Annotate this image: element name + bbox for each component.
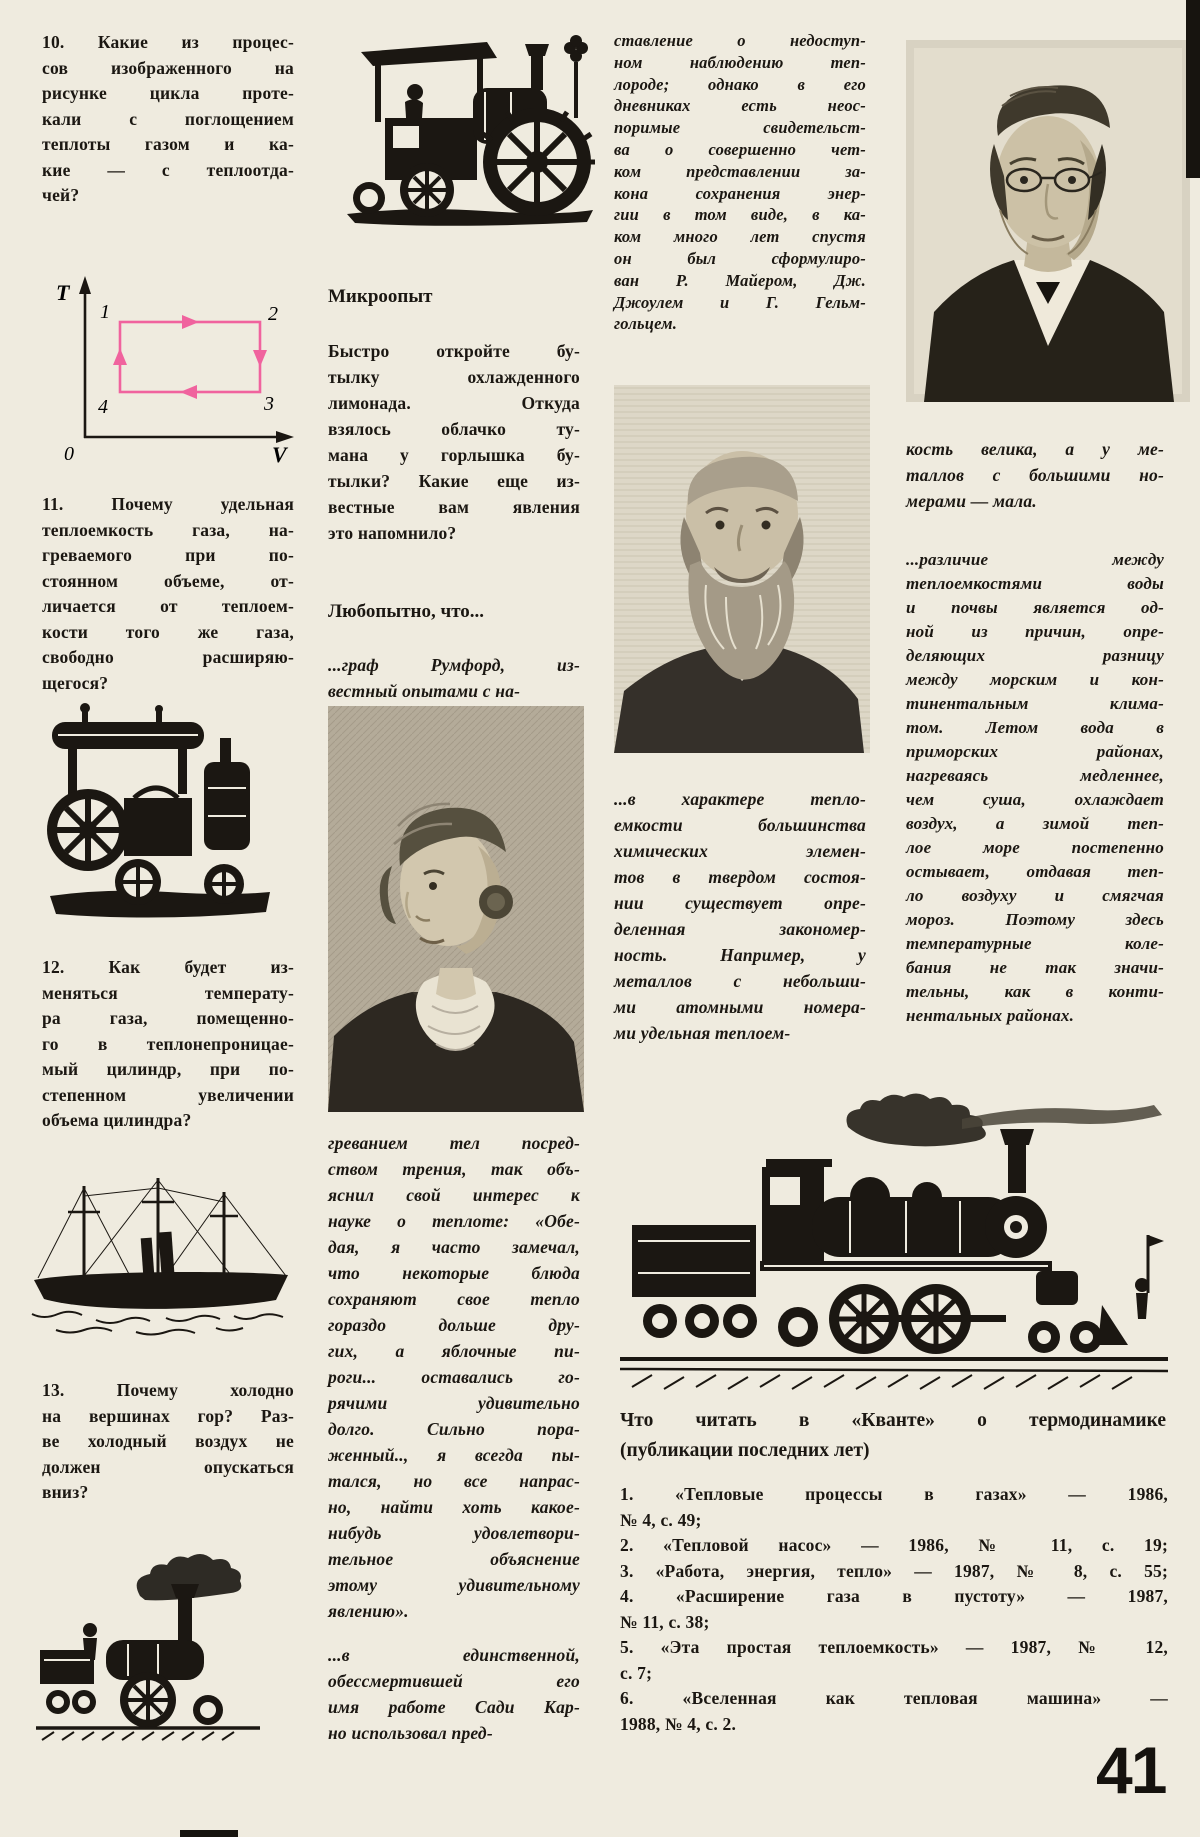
- cycle-arrow-down: [253, 350, 267, 367]
- text-line: ком представлении за-: [614, 161, 866, 181]
- text-line: гии в том виде, в ка-: [614, 205, 866, 225]
- text-line: тельны, как в конти-: [906, 982, 1164, 1001]
- text-line: ва о совершенно чет-: [614, 139, 866, 159]
- micro-experiment-heading: Микроопыт: [328, 286, 433, 307]
- reading-item-3: [620, 1559, 1168, 1585]
- text-line: мороз. Поэтому здесь: [906, 910, 1164, 929]
- text-line: дая, я часто замечал,: [328, 1237, 580, 1257]
- text-line: кие — с теплоотда-: [42, 159, 294, 180]
- text-line: греванием тел посред-: [328, 1133, 580, 1153]
- text-line: 4. «Расширение газа в пустоту» — 1987,: [620, 1586, 1168, 1606]
- axis-label-V: V: [272, 442, 287, 467]
- text-line: что некоторые блюда: [328, 1263, 580, 1283]
- big-locomotive-illustration: [612, 1075, 1174, 1407]
- page-number: 41: [1096, 1733, 1166, 1807]
- point-label-4: 4: [98, 396, 108, 418]
- question-13: [42, 1378, 294, 1506]
- text-line: имя работе Сади Кар-: [328, 1697, 580, 1717]
- text-line: дневниках есть неос-: [614, 96, 866, 116]
- climate-text: [906, 548, 1164, 1028]
- axis-label-T: T: [56, 280, 70, 305]
- text-line: яснил свой интерес к: [328, 1185, 580, 1205]
- text-line: женный.., я всегда пы-: [328, 1445, 580, 1465]
- text-line: нии существует опре-: [614, 893, 866, 913]
- text-line: рячими удивительно: [328, 1393, 580, 1413]
- text-line: 12. Как будет из-: [42, 957, 294, 977]
- axis-arrow-up: [79, 276, 91, 294]
- text-line: Быстро откройте бу-: [328, 341, 580, 361]
- text-line: он был сформулиро-: [614, 248, 866, 268]
- text-line: нибудь удовлетвори-: [328, 1523, 580, 1543]
- text-line: но, найти хоть какое-: [328, 1497, 580, 1517]
- text-line: воздух, а зимой теп-: [906, 814, 1164, 833]
- text-line: том. Летом вода в: [906, 718, 1164, 737]
- tv-cycle-diagram: [42, 238, 352, 478]
- steam-tractor-illustration: [335, 22, 600, 230]
- text-line: 5. «Эта простая теплоемкость» — 1987, № 12,: [620, 1637, 1168, 1657]
- text-line: металлов с небольши-: [614, 971, 866, 991]
- text-line: таллов с большими но-: [906, 465, 1164, 485]
- text-line: личается от теплоем-: [42, 596, 294, 616]
- text-line: ...в характере тепло-: [614, 789, 866, 809]
- text-line: вестный опытами с на-: [328, 681, 521, 701]
- text-line: 2. «Тепловой насос» — 1986, № 11, с. 19;: [620, 1535, 1168, 1555]
- carnot-continued-text: [614, 30, 866, 335]
- text-line: № 4, с. 49;: [620, 1509, 702, 1530]
- rumford-quote-text: [328, 1130, 580, 1624]
- text-line: теплоемкостями воды: [906, 574, 1164, 593]
- text-line: ра газа, помещенно-: [42, 1008, 294, 1028]
- text-line: между морским и кон-: [906, 670, 1164, 689]
- text-line: № 11, с. 38;: [620, 1611, 710, 1632]
- text-line: бания не так значи-: [906, 958, 1164, 977]
- text-line: деляющих разницу: [906, 646, 1164, 665]
- cycle-arrow-up: [113, 348, 127, 365]
- text-line: гольцем.: [614, 314, 678, 334]
- micro-experiment-text: [328, 338, 580, 546]
- text-line: на вершинах гор? Раз-: [42, 1405, 294, 1426]
- mayer-portrait: [906, 40, 1190, 402]
- text-line: поримые свидетельст-: [614, 118, 866, 138]
- text-line: 11. Почему удельная: [42, 494, 294, 514]
- text-line: 3. «Работа, энергия, тепло» — 1987, № 8, с. 55;: [620, 1560, 1168, 1581]
- text-line: ной из причин, опре-: [906, 622, 1164, 641]
- text-line: приморских районах,: [906, 742, 1164, 761]
- text-line: науке о теплоте: «Обе-: [328, 1211, 580, 1231]
- early-locomotive-illustration: [28, 1552, 268, 1744]
- text-line: теплоемкость газа, на-: [42, 519, 294, 540]
- scan-edge-mark-bottom: [180, 1830, 238, 1837]
- text-line: явлению».: [328, 1601, 409, 1621]
- text-line: взялось облачко ту-: [328, 419, 580, 439]
- text-line: 1. «Тепловые процессы в газах» — 1986,: [620, 1484, 1168, 1504]
- text-line: тинентальным клима-: [906, 694, 1164, 713]
- text-line: ком много лет спустя: [614, 227, 866, 247]
- steam-engine-illustration: [38, 700, 276, 935]
- text-line: ность. Например, у: [614, 945, 866, 965]
- text-line: тылки? Какие еще из-: [328, 471, 580, 491]
- reading-item-2: [620, 1533, 1168, 1559]
- reading-item-1: [620, 1482, 1168, 1533]
- text-line: мерами — мала.: [906, 491, 1037, 511]
- text-line: тался, но все напрас-: [328, 1471, 580, 1491]
- carnot-intro-text: [328, 1642, 580, 1746]
- text-line: этому удивительному: [328, 1575, 580, 1595]
- text-line: ...в единственной,: [328, 1645, 580, 1665]
- text-line: кали с поглощением: [42, 108, 294, 129]
- text-line: ством трения, так объ-: [328, 1159, 580, 1179]
- text-line: мый цилиндр, при по-: [42, 1059, 294, 1079]
- text-line: ве холодный воздух не: [42, 1431, 294, 1451]
- reading-item-6: [620, 1686, 1168, 1737]
- text-line: Что читать в «Кванте» о термодинамике: [620, 1410, 1166, 1431]
- text-line: кость велика, а у ме-: [906, 439, 1164, 459]
- text-line: нентальных районах.: [906, 1006, 1075, 1025]
- reading-list-heading: [620, 1406, 1166, 1466]
- text-line: кости того же газа,: [42, 621, 294, 642]
- text-line: ван Р. Майером, Дж.: [614, 270, 866, 290]
- text-line: теплоты газом и ка-: [42, 134, 294, 154]
- text-line: щегося?: [42, 672, 109, 693]
- text-line: тов в твердом состоя-: [614, 867, 866, 887]
- text-line: тельное объяснение: [328, 1549, 580, 1569]
- text-line: нагреваясь медленнее,: [906, 766, 1164, 785]
- heat-capacity-text: [614, 786, 866, 1046]
- text-line: с. 7;: [620, 1662, 653, 1683]
- text-line: греваемого при по-: [42, 545, 294, 565]
- text-line: степенном увеличении: [42, 1084, 294, 1105]
- metals-capacity-text: [906, 436, 1164, 514]
- text-line: лороде; однако в его: [614, 74, 866, 94]
- text-line: 1988, № 4, с. 2.: [620, 1713, 737, 1734]
- text-line: гораздо дольше дру-: [328, 1315, 580, 1335]
- reading-item-5: [620, 1635, 1168, 1686]
- question-12: [42, 955, 294, 1134]
- text-line: лимонада. Откуда: [328, 393, 580, 413]
- text-line: сов изображенного на: [42, 57, 294, 78]
- cycle-arrow-right: [182, 315, 199, 329]
- text-line: это напомнило?: [328, 523, 457, 543]
- text-line: чей?: [42, 185, 80, 205]
- text-line: вниз?: [42, 1482, 89, 1502]
- text-line: (публикации последних лет): [620, 1440, 870, 1461]
- text-line: долго. Сильно пора-: [328, 1419, 580, 1439]
- text-line: гих, а яблочные пи-: [328, 1341, 580, 1361]
- question-11: [42, 492, 294, 696]
- text-line: чем суша, охлаждает: [906, 790, 1164, 809]
- reading-item-4: [620, 1584, 1168, 1635]
- text-line: лое море постепенно: [906, 838, 1164, 857]
- text-line: роги... оставались го-: [328, 1367, 580, 1387]
- text-line: го в теплонепроницае-: [42, 1033, 294, 1054]
- point-label-2: 2: [268, 303, 278, 325]
- text-line: должен опускаться: [42, 1456, 294, 1477]
- text-line: сохраняют свое тепло: [328, 1289, 580, 1309]
- text-line: рисунке цикла проте-: [42, 83, 294, 103]
- text-line: кона сохранения энер-: [614, 183, 866, 203]
- text-line: тылку охлажденного: [328, 367, 580, 387]
- text-line: ...различие между: [906, 550, 1164, 569]
- text-line: химических элемен-: [614, 841, 866, 861]
- text-line: остывает, отдавая теп-: [906, 862, 1164, 881]
- text-line: Джоулем и Г. Гельм-: [614, 292, 866, 312]
- text-line: вестные вам явления: [328, 497, 580, 517]
- joule-portrait: [614, 385, 870, 753]
- curious-heading: Любопытно, что...: [328, 601, 485, 622]
- text-line: 10. Какие из процес-: [42, 32, 294, 52]
- reading-list: [620, 1482, 1168, 1737]
- text-line: 6. «Вселенная как тепловая машина» —: [620, 1688, 1168, 1708]
- text-line: ми удельная теплоем-: [614, 1023, 791, 1043]
- text-line: емкости большинства: [614, 815, 866, 835]
- text-line: стоянном объеме, от-: [42, 570, 294, 591]
- cycle-arrow-left: [180, 385, 197, 399]
- text-line: объема цилиндра?: [42, 1110, 192, 1130]
- text-line: мана у горлышка бу-: [328, 445, 580, 465]
- steamship-illustration: [26, 1168, 296, 1340]
- point-label-1: 1: [100, 301, 110, 323]
- text-line: ставление о недоступ-: [614, 31, 866, 50]
- text-line: и почвы является од-: [906, 598, 1164, 617]
- question-10: [42, 30, 294, 209]
- text-line: ...граф Румфорд, из-: [328, 655, 580, 675]
- text-line: свободно расширяю-: [42, 647, 294, 667]
- text-line: ном наблюдению теп-: [614, 52, 866, 72]
- text-line: температурные коле-: [906, 934, 1164, 953]
- text-line: деленная закономер-: [614, 919, 866, 939]
- point-label-3: 3: [264, 393, 274, 415]
- text-line: обессмертившей его: [328, 1671, 580, 1691]
- origin-label: 0: [64, 443, 74, 465]
- scan-edge-mark-top-right: [1186, 0, 1200, 178]
- text-line: ло воздуху и смягчая: [906, 886, 1164, 905]
- text-line: ми атомными номера-: [614, 997, 866, 1017]
- curious-intro-text: [328, 652, 580, 704]
- text-line: 13. Почему холодно: [42, 1380, 294, 1400]
- text-line: меняться температу-: [42, 982, 294, 1003]
- cycle-rectangle: [120, 322, 260, 392]
- text-line: но использовал пред-: [328, 1723, 493, 1743]
- rumford-portrait: [328, 706, 584, 1112]
